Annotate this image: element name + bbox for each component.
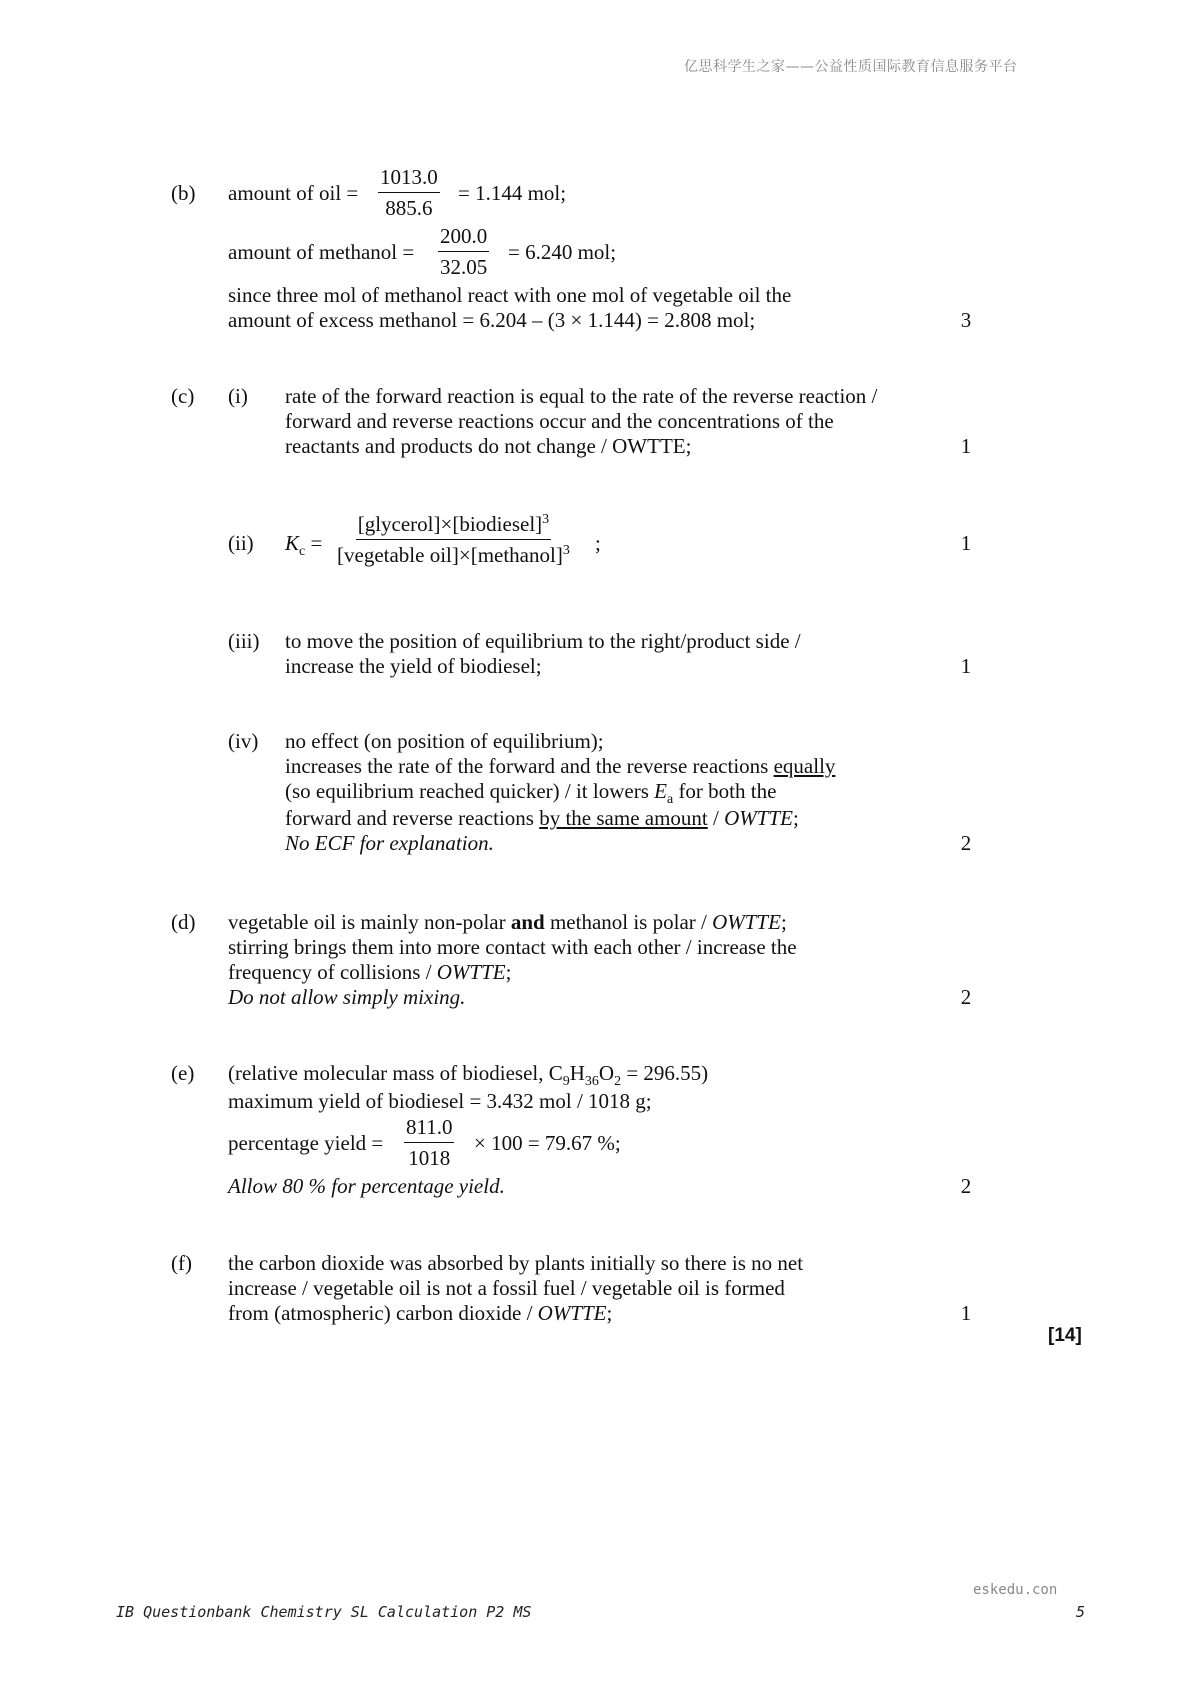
d-marks: 2	[960, 985, 972, 1009]
e-line-1: (relative molecular mass of biodiesel, $C_9H_{36}O_2 = 296.55$)	[228, 1061, 709, 1090]
c-ii-marks: 1	[960, 531, 972, 555]
methanol-fraction	[438, 224, 489, 279]
part-c-label: (c)	[171, 384, 195, 408]
f-line-2: increase / vegetable oil is not a fossil fuel / vegetable oil is formed	[228, 1276, 785, 1300]
kc-expression	[337, 512, 570, 567]
c-i-label: (i)	[228, 384, 248, 408]
part-d-label: (d)	[171, 910, 196, 934]
e-line-4: Allow 80 % for percentage yield.	[228, 1174, 505, 1198]
d-line-2: stirring brings them into more contact with each other / increase the	[228, 935, 797, 959]
kc-semicolon: ;	[595, 531, 601, 555]
page-number: 5	[1076, 1603, 1086, 1621]
d-line-4: Do not allow simply mixing.	[228, 985, 466, 1009]
oil-amount-label: amount of oil =	[228, 181, 359, 205]
c-iv-marks: 2	[960, 831, 972, 855]
c-iii-marks: 1	[960, 654, 972, 678]
f-line-3: from (atmospheric) carbon dioxide / OWTTE;	[228, 1301, 613, 1325]
kc-symbol: $K_c$ =	[285, 531, 323, 560]
c-iii-line-2: increase the yield of biodiesel;	[285, 654, 542, 678]
kc-denominator: [vegetable oil]×[methanol]$^3$	[337, 543, 570, 567]
site-header: 亿思科学生之家——公益性质国际教育信息服务平台	[684, 59, 1018, 75]
c-i-line-2: forward and reverse reactions occur and the concentrations of the	[285, 409, 834, 433]
b-line-3: since three mol of methanol react with one mol of vegetable oil the	[228, 283, 792, 307]
oil-fraction	[378, 165, 440, 220]
oil-fraction-denominator: 885.6	[385, 196, 433, 220]
methanol-amount-label: amount of methanol =	[228, 240, 415, 264]
f-line-1: the carbon dioxide was absorbed by plants initially so there is no net	[228, 1251, 804, 1275]
c-i-marks: 1	[960, 434, 972, 458]
d-line-3: frequency of collisions / OWTTE;	[228, 960, 512, 984]
f-marks: 1	[960, 1301, 972, 1325]
part-b-label: (b)	[171, 181, 196, 205]
c-iii-label: (iii)	[228, 629, 260, 653]
c-iv-line-2: increases the rate of the forward and the reverse reactions equally	[285, 754, 836, 778]
c-iv-line-1: no effect (on position of equilibrium);	[285, 729, 604, 753]
footer-site: eskedu.con	[973, 1582, 1058, 1598]
percentage-yield-result: × 100 = 79.67 %;	[474, 1131, 621, 1155]
b-line-4: amount of excess methanol = 6.204 – (3 × 1.144) = 2.808 mol;	[228, 308, 756, 332]
c-iii-line-1: to move the position of equilibrium to the right/product side /	[285, 629, 801, 653]
total-marks: [14]	[1048, 1325, 1082, 1346]
d-line-1: vegetable oil is mainly non-polar and methanol is polar / OWTTE;	[228, 910, 787, 934]
c-iv-line-5: No ECF for explanation.	[285, 831, 494, 855]
c-i-line-3: reactants and products do not change / OWTTE;	[285, 434, 692, 458]
e-line-2: maximum yield of biodiesel = 3.432 mol / 1018 g;	[228, 1089, 652, 1113]
percentage-yield-label: percentage yield =	[228, 1131, 384, 1155]
methanol-amount-result: = 6.240 mol;	[508, 240, 617, 264]
c-iv-label: (iv)	[228, 729, 259, 753]
methanol-fraction-numerator: 200.0	[438, 224, 489, 252]
kc-numerator: [glycerol]×[biodiesel]$^3$	[356, 512, 551, 540]
c-i-line-1: rate of the forward reaction is equal to the rate of the reverse reaction /	[285, 384, 878, 408]
oil-fraction-numerator: 1013.0	[378, 165, 440, 193]
c-ii-label: (ii)	[228, 531, 254, 555]
b-marks: 3	[960, 308, 972, 332]
e-marks: 2	[960, 1174, 972, 1198]
oil-amount-result: = 1.144 mol;	[458, 181, 567, 205]
percentage-yield-numerator: 811.0	[404, 1115, 454, 1143]
c-iv-line-3: (so equilibrium reached quicker) / it lowers $E_a$ for both the	[285, 779, 777, 808]
c-iv-line-4: forward and reverse reactions by the same amount / OWTTE;	[285, 806, 799, 830]
percentage-yield-denominator: 1018	[408, 1146, 451, 1170]
part-f-label: (f)	[171, 1251, 192, 1275]
footer-doc-title: IB Questionbank Chemistry SL Calculation P2 MS	[116, 1603, 532, 1621]
percentage-yield-fraction	[404, 1115, 454, 1170]
methanol-fraction-denominator: 32.05	[440, 255, 488, 279]
part-e-label: (e)	[171, 1061, 195, 1085]
